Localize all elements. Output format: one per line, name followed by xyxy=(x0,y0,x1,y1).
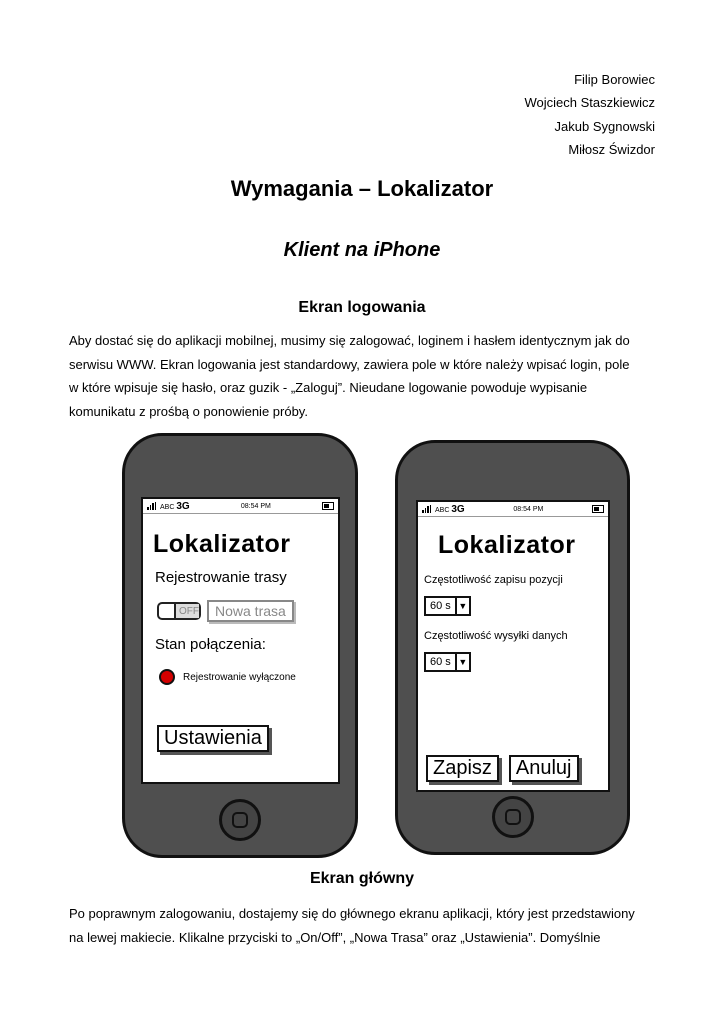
paragraph-line: na lewej makiecie. Klikalne przyciski to „On/Off”, „Nowa Trasa” oraz „Ustawienia”. Domyślnie xyxy=(69,929,601,945)
new-route-button[interactable]: Nowa trasa xyxy=(207,600,294,622)
settings-actions xyxy=(426,755,579,782)
paragraph-login xyxy=(69,329,659,423)
tracking-toggle[interactable] xyxy=(157,602,201,620)
toggle-label: OFF xyxy=(176,604,199,618)
paragraph-line: serwisu WWW. Ekran logowania jest standardowy, zawiera pole w które należy wpisać login, pole xyxy=(69,356,630,372)
carrier-label: ABC 3G xyxy=(160,500,190,512)
phone-mockup-settings xyxy=(395,440,630,855)
status-time: 08:54 PM xyxy=(513,505,544,513)
author-name: Miłosz Świzdor xyxy=(568,141,655,157)
freq-save-label: Częstotliwość zapisu pozycji xyxy=(424,574,563,586)
toggle-knob xyxy=(159,604,176,618)
document-subtitle: Klient na iPhone xyxy=(283,239,441,261)
signal-icon xyxy=(147,502,156,510)
paragraph-main xyxy=(69,902,659,949)
author-name: Wojciech Staszkiewicz xyxy=(524,95,655,111)
home-button[interactable] xyxy=(492,796,534,838)
paragraph-line: Po poprawnym zalogowaniu, dostajemy się do głównego ekranu aplikacji, który jest przedstawiony xyxy=(69,906,635,921)
home-square-icon xyxy=(505,809,521,825)
tracking-controls xyxy=(157,600,338,622)
battery-icon xyxy=(322,502,334,510)
section-heading-login: Ekran logowania xyxy=(298,299,426,316)
app-title: Lokalizator xyxy=(153,530,291,558)
cancel-button[interactable]: Anuluj xyxy=(509,755,579,782)
chevron-down-icon: ▼ xyxy=(458,601,468,611)
connection-label: Stan połączenia: xyxy=(155,636,266,653)
section-heading-main: Ekran główny xyxy=(309,870,415,887)
settings-button[interactable]: Ustawienia xyxy=(157,725,269,752)
author-name: Filip Borowiec xyxy=(574,72,655,87)
phone-screen xyxy=(416,500,610,792)
freq-send-value: 60 s xyxy=(426,654,457,670)
document-title: Wymagania – Lokalizator xyxy=(230,176,494,201)
phone-screen xyxy=(141,497,340,784)
freq-send-select[interactable] xyxy=(424,652,471,672)
chevron-down-icon: ▼ xyxy=(458,657,468,667)
status-text: Rejestrowanie wyłączone xyxy=(183,671,296,683)
status-time: 08:54 PM xyxy=(240,502,271,510)
paragraph-line: Aby dostać się do aplikacji mobilnej, musimy się zalogować, loginem i hasłem identycznym jak do xyxy=(69,333,630,348)
phone-mockup-main xyxy=(122,433,358,858)
status-dot-icon xyxy=(159,669,175,685)
network-label: 3G xyxy=(451,503,465,515)
network-label: 3G xyxy=(176,500,190,512)
status-bar xyxy=(418,502,608,517)
tracking-label: Rejestrowanie trasy xyxy=(155,569,287,586)
home-square-icon xyxy=(232,812,248,828)
author-name: Jakub Sygnowski xyxy=(554,118,655,134)
freq-save-select[interactable] xyxy=(424,596,471,616)
app-title: Lokalizator xyxy=(438,531,576,559)
paragraph-line: w które wpisuje się hasło, oraz guzik - „Zaloguj”. Nieudane logowanie powoduje wypisanie xyxy=(69,380,588,395)
connection-status xyxy=(159,669,338,685)
home-button[interactable] xyxy=(219,799,261,841)
carrier-label: ABC 3G xyxy=(435,503,465,515)
freq-save-value: 60 s xyxy=(426,598,457,614)
freq-send-label: Częstotliwość wysyłki danych xyxy=(424,630,568,642)
signal-icon xyxy=(422,505,431,513)
status-bar xyxy=(143,499,338,514)
settings-button-wrap xyxy=(157,725,338,752)
battery-icon xyxy=(592,505,604,513)
save-button[interactable]: Zapisz xyxy=(426,755,499,782)
authors-block xyxy=(524,68,655,161)
paragraph-line: komunikatu z prośbą o ponowienie próby. xyxy=(69,403,308,419)
